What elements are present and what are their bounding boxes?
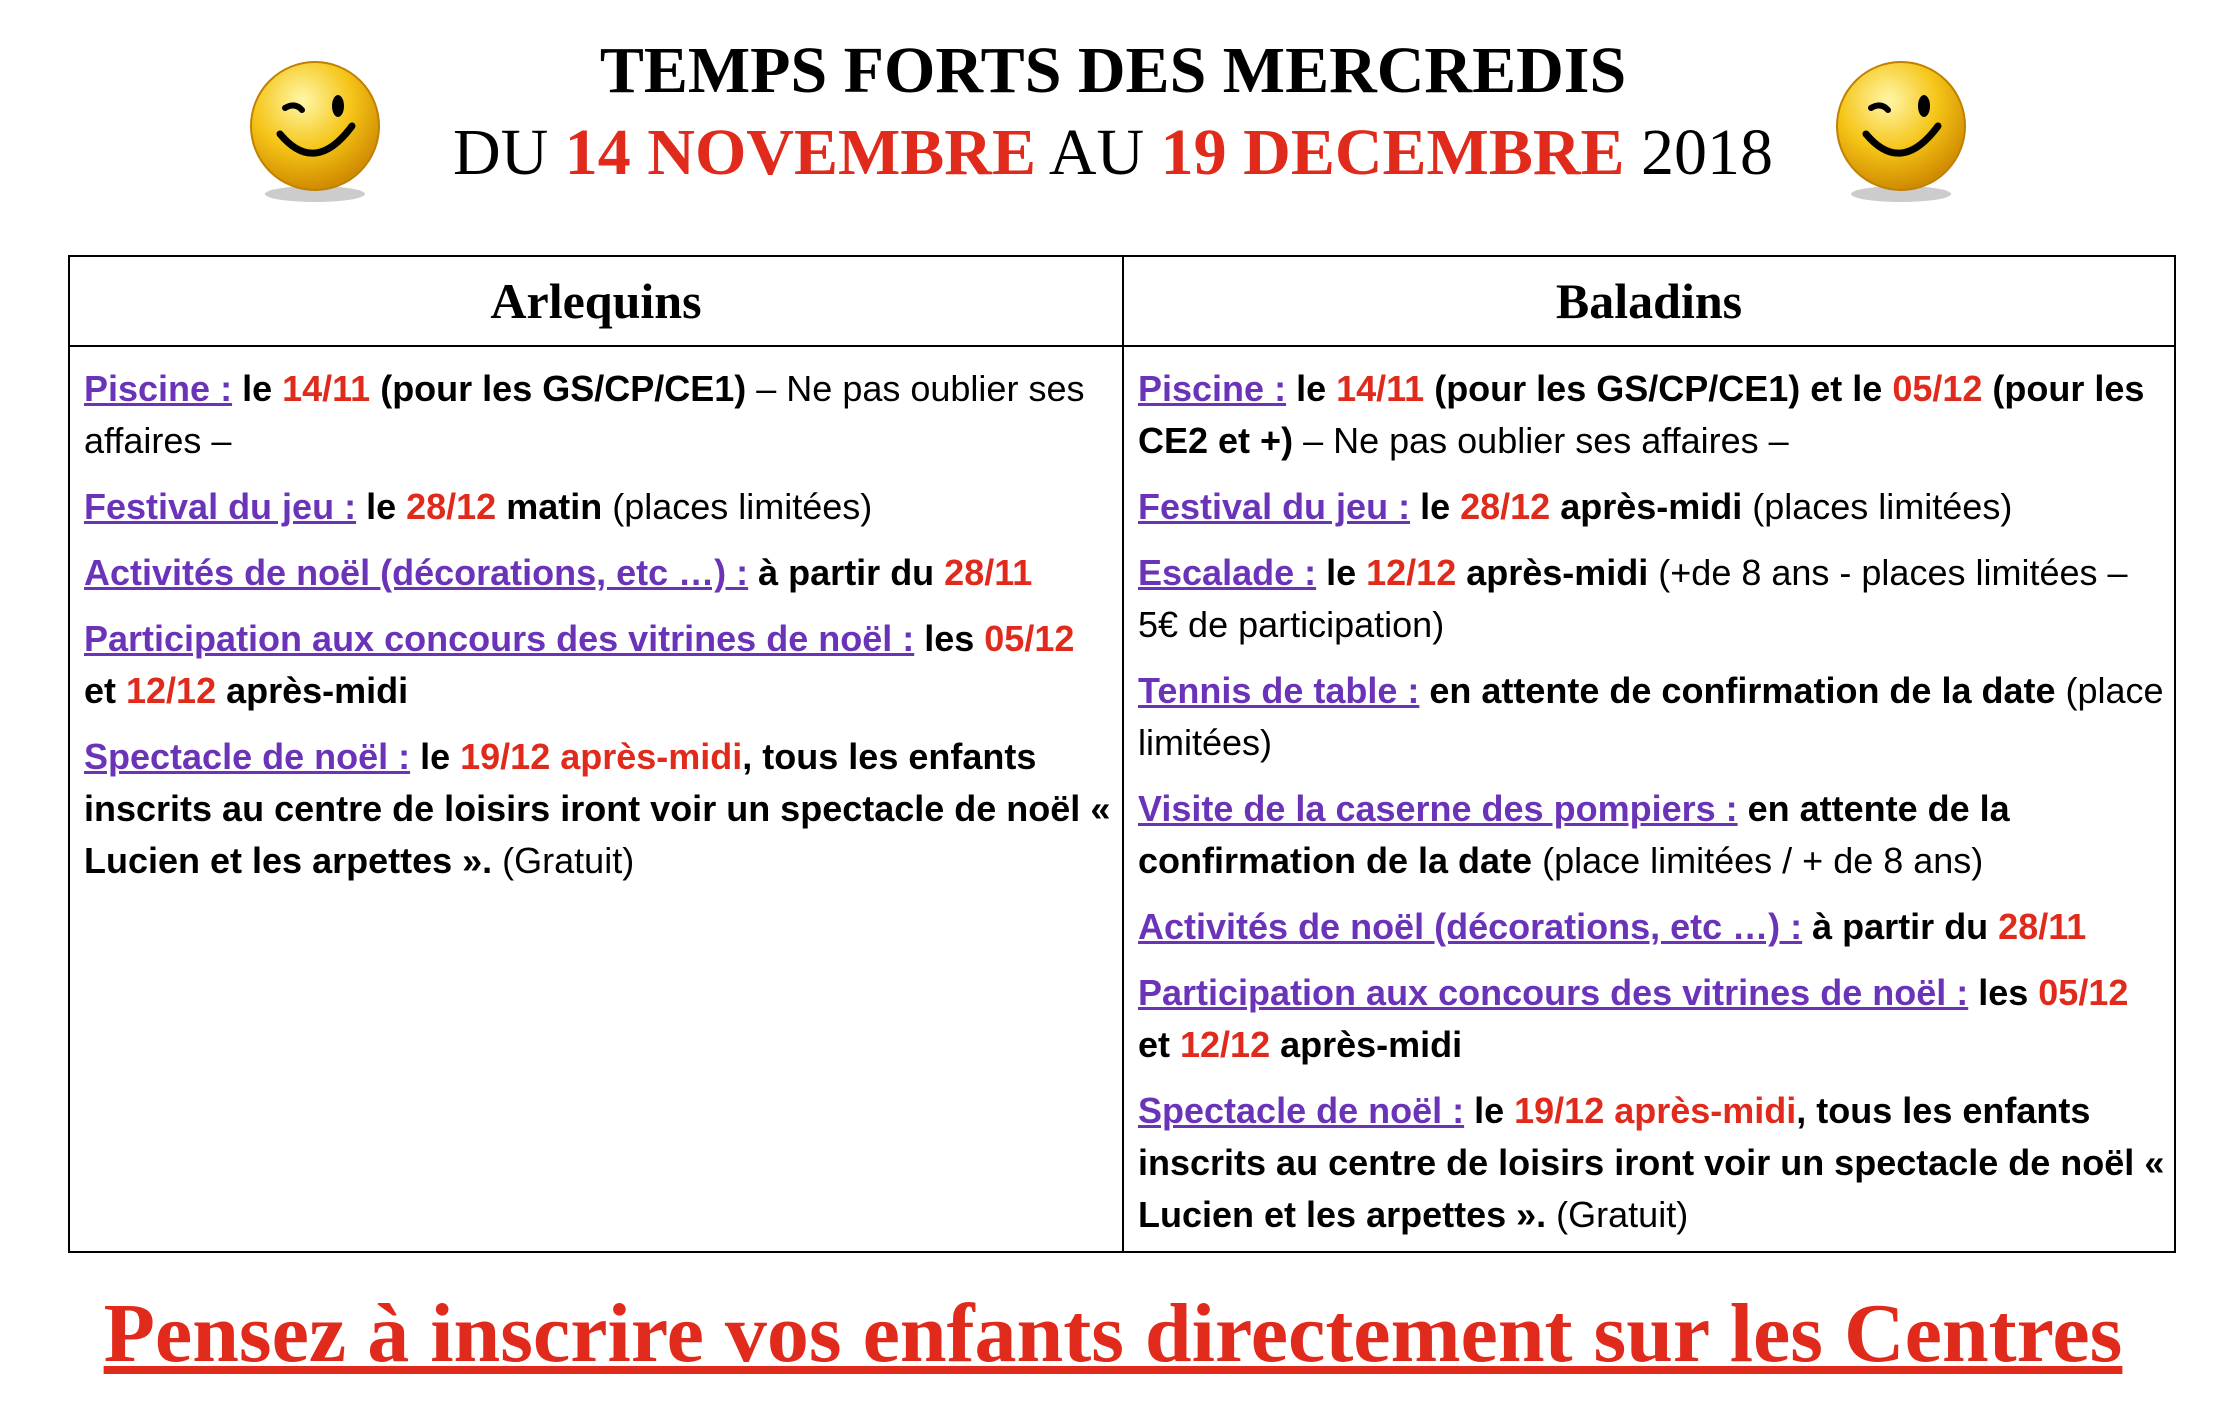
activity-detail: (Gratuit): [502, 840, 635, 881]
schedule-table: [68, 255, 2176, 1253]
activity-detail: les: [1968, 972, 2039, 1013]
activity-detail: les: [914, 618, 985, 659]
activity-label: Participation aux concours des vitrines de noël :: [84, 618, 915, 659]
activity-date: 19/12 après-midi: [1514, 1090, 1797, 1131]
title-prefix: DU: [452, 116, 565, 189]
activity-detail: à partir du: [748, 552, 945, 593]
title-start-date: 14 NOVEMBRE: [564, 116, 1036, 189]
activity-entry: [1138, 967, 2168, 1071]
activity-date: 05/12: [1892, 368, 1983, 409]
activity-detail: (places limitées): [1752, 486, 2013, 527]
activity-detail: (place limitées): [1138, 670, 2164, 763]
activity-detail: (Gratuit): [1556, 1194, 1689, 1235]
activity-detail: , tous les enfants inscrits au centre de loisirs iront voir un spectacle de noël « Lucien et les arpettes ».: [1138, 1090, 2165, 1235]
activity-detail: le: [232, 368, 283, 409]
activity-label: Activités de noël (décorations, etc …) :: [84, 552, 749, 593]
activity-date: 28/12: [406, 486, 497, 527]
activity-date: 12/12: [1180, 1024, 1271, 1065]
activity-entry: [1138, 481, 2168, 533]
activity-label: Festival du jeu :: [1138, 486, 1411, 527]
activity-date: 12/12: [126, 670, 217, 711]
activity-date: 05/12: [2038, 972, 2129, 1013]
title-year: 2018: [1624, 116, 1774, 189]
activity-detail: (places limitées): [612, 486, 873, 527]
activity-label: Visite de la caserne des pompiers :: [1138, 788, 1738, 829]
title-connector: AU: [1035, 116, 1161, 189]
activity-detail: après-midi: [1270, 1024, 1463, 1065]
activity-detail: après-midi: [1456, 552, 1659, 593]
activity-label: Activités de noël (décorations, etc …) :: [1138, 906, 1803, 947]
activity-label: Festival du jeu :: [84, 486, 357, 527]
activity-detail: (pour les GS/CP/CE1): [370, 368, 757, 409]
activity-detail: le: [1464, 1090, 1515, 1131]
activity-detail: et: [84, 670, 127, 711]
title-line-2: [0, 112, 2226, 194]
activity-entry: [1138, 665, 2168, 769]
activity-detail: (place limitées / + de 8 ans): [1542, 840, 1984, 881]
page-title: [0, 30, 2226, 194]
activity-entry: [1138, 547, 2168, 651]
activity-entry: [84, 363, 1114, 467]
activity-detail: à partir du: [1802, 906, 1999, 947]
activity-date: 12/12: [1366, 552, 1457, 593]
activity-detail: – Ne pas oublier ses affaires –: [1303, 420, 1789, 461]
activity-entry: [1138, 783, 2168, 887]
activity-entry: [84, 731, 1114, 887]
column-header-baladins: Baladins: [1555, 273, 1743, 329]
header-divider: [70, 345, 2174, 347]
activity-detail: le: [1316, 552, 1367, 593]
activity-label: Piscine :: [1138, 368, 1287, 409]
activity-entry: [1138, 1085, 2168, 1241]
title-end-date: 19 DECEMBRE: [1160, 116, 1625, 189]
activity-detail: matin: [496, 486, 613, 527]
activity-entry: [84, 547, 1114, 599]
activity-detail: en attente de confirmation de la date: [1419, 670, 2066, 711]
activity-entry: [1138, 363, 2168, 467]
activity-detail: (pour les GS/CP/CE1) et le: [1424, 368, 1893, 409]
activity-label: Participation aux concours des vitrines de noël :: [1138, 972, 1969, 1013]
activity-detail: après-midi: [216, 670, 409, 711]
activity-label: Piscine :: [84, 368, 233, 409]
activity-detail: (pour les CE2 et +): [1138, 368, 2145, 461]
activity-label: Tennis de table :: [1138, 670, 1420, 711]
activity-detail: le: [1286, 368, 1337, 409]
activity-date: 28/12: [1460, 486, 1551, 527]
activity-date: 28/11: [944, 552, 1033, 593]
column-body-arlequins: [84, 363, 1114, 901]
title-line-1: TEMPS FORTS DES MERCREDIS: [599, 34, 1627, 107]
activity-label: Spectacle de noël :: [1138, 1090, 1465, 1131]
activity-date: 28/11: [1998, 906, 2087, 947]
activity-detail: , tous les enfants inscrits au centre de loisirs iront voir un spectacle de noël « Lucien et les arpettes ».: [84, 736, 1111, 881]
activity-detail: – Ne pas oublier ses affaires –: [84, 368, 1085, 461]
activity-date: 14/11: [1336, 368, 1425, 409]
activity-detail: le: [356, 486, 407, 527]
column-divider: [1122, 257, 1124, 1251]
column-body-baladins: [1138, 363, 2168, 1255]
activity-detail: (+de 8 ans - places limitées – 5€ de participation): [1138, 552, 2128, 645]
column-header-arlequins: Arlequins: [490, 273, 702, 329]
activity-entry: [84, 613, 1114, 717]
activity-label: Escalade :: [1138, 552, 1317, 593]
activity-label: Spectacle de noël :: [84, 736, 411, 777]
activity-detail: après-midi: [1550, 486, 1753, 527]
activity-detail: en attente de la confirmation de la date: [1138, 788, 2010, 881]
activity-entry: [1138, 901, 2168, 953]
activity-detail: le: [1410, 486, 1461, 527]
activity-detail: le: [410, 736, 461, 777]
activity-detail: et: [1138, 1024, 1181, 1065]
activity-date: 19/12 après-midi: [460, 736, 743, 777]
activity-entry: [84, 481, 1114, 533]
activity-date: 05/12: [984, 618, 1075, 659]
activity-date: 14/11: [282, 368, 371, 409]
footer-notice: Pensez à inscrire vos enfants directement sur les Centres: [103, 1287, 2123, 1380]
